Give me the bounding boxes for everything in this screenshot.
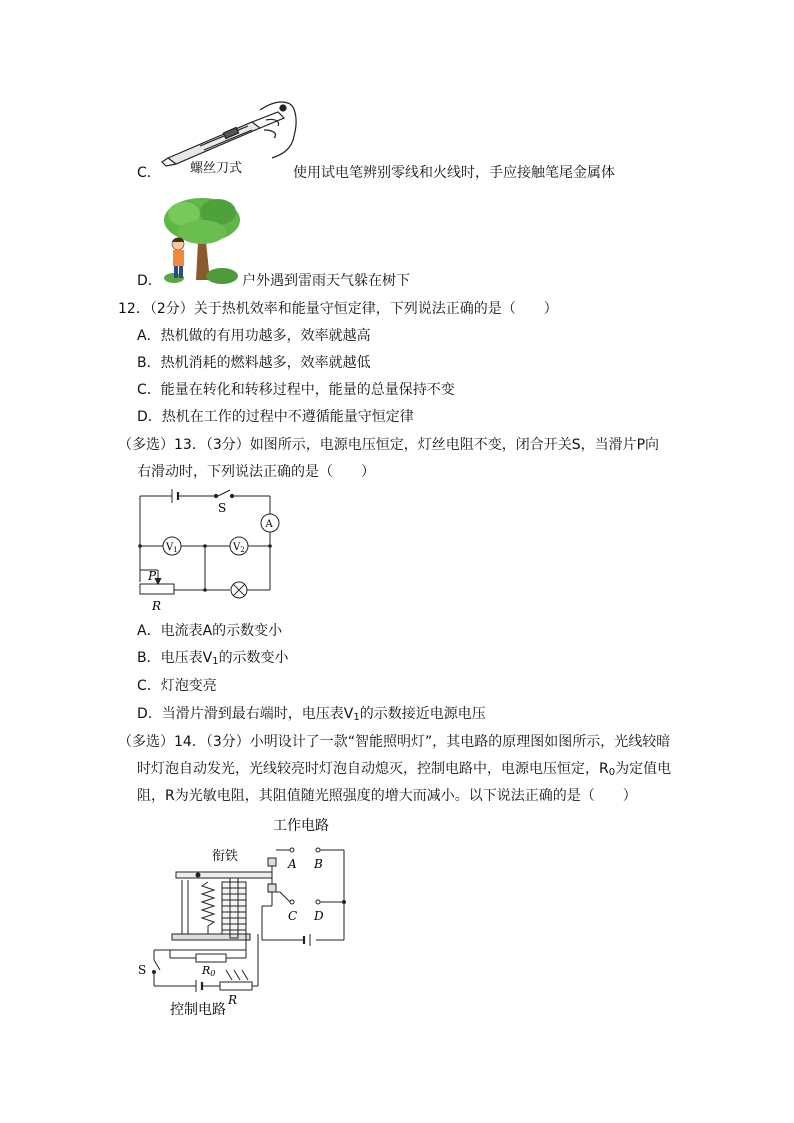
contact-d-label: D xyxy=(314,909,324,923)
option-a: A．电流表A的示数变小 xyxy=(137,623,283,639)
option-label: C． xyxy=(137,165,161,181)
question-stem-line: 阻，R为光敏电阻，其阻值随光照强度的增大而减小。以下说法正确的是（ ） xyxy=(137,788,637,804)
option-text: 使用试电笔辨别零线和火线时，手应接触笔尾金属体 xyxy=(293,165,615,181)
question-stem-line: （多选）14．（3分）小明设计了一款“智能照明灯”，其电路的原理图如图所示，光线较暗 xyxy=(118,734,671,750)
option-label: D． xyxy=(137,273,162,289)
option-d: D．热机在工作的过程中不遵循能量守恒定律 xyxy=(137,409,414,425)
question-stem-line: 右滑动时，下列说法正确的是（ ） xyxy=(137,464,375,480)
switch-label: S xyxy=(218,501,227,515)
question-stem-line: 时灯泡自动发光，光线较亮时灯泡自动熄灭，控制电路中，电源电压恒定，$R_0$为定值电 xyxy=(137,761,672,778)
contact-b-label: B xyxy=(314,857,323,871)
contact-a-label: A xyxy=(288,857,297,871)
rheostat-label: R xyxy=(152,599,162,613)
image-caption: 螺丝刀式 xyxy=(190,161,243,176)
ammeter-label: A xyxy=(265,519,273,530)
option-c: C．能量在转化和转移过程中，能量的总量保持不变 xyxy=(137,382,455,398)
contact-c-label: C xyxy=(288,909,298,923)
option-d: D．当滑片滑到最右端时，电压表$V_1$的示数接近电源电压 xyxy=(137,706,486,723)
smart-light-circuit-diagram xyxy=(130,810,370,1024)
voltmeter-1-label: $V_1$ xyxy=(166,542,178,554)
r-label: R xyxy=(228,993,238,1007)
option-text: 户外遇到雷雨天气躲在树下 xyxy=(242,273,410,289)
armature-label: 衔铁 xyxy=(212,849,239,864)
slider-label: P xyxy=(148,569,157,583)
option-b: B．热机消耗的燃料越多，效率就越低 xyxy=(137,355,371,371)
option-a: A．热机做的有用功越多，效率就越高 xyxy=(137,328,371,344)
control-circuit-label: 控制电路 xyxy=(170,1002,226,1018)
circuit-diagram-q13 xyxy=(130,486,290,616)
r0-label: R0 xyxy=(202,964,216,978)
work-circuit-label: 工作电路 xyxy=(273,818,329,834)
voltmeter-2-label: $V_2$ xyxy=(233,542,245,554)
question-stem: 12．（2分）关于热机效率和能量守恒定律，下列说法正确的是（ ） xyxy=(118,301,558,317)
question-stem-line: （多选）13．（3分）如图所示，电源电压恒定，灯丝电阻不变，闭合开关S，当滑片P向 xyxy=(118,437,660,453)
tree-in-rain-illustration xyxy=(162,192,242,284)
screwdriver-test-pen-illustration xyxy=(160,96,310,170)
option-c: C．灯泡变亮 xyxy=(137,678,217,694)
option-b: B．电压表$V_1$的示数变小 xyxy=(137,650,289,667)
switch-label: S xyxy=(138,963,147,977)
